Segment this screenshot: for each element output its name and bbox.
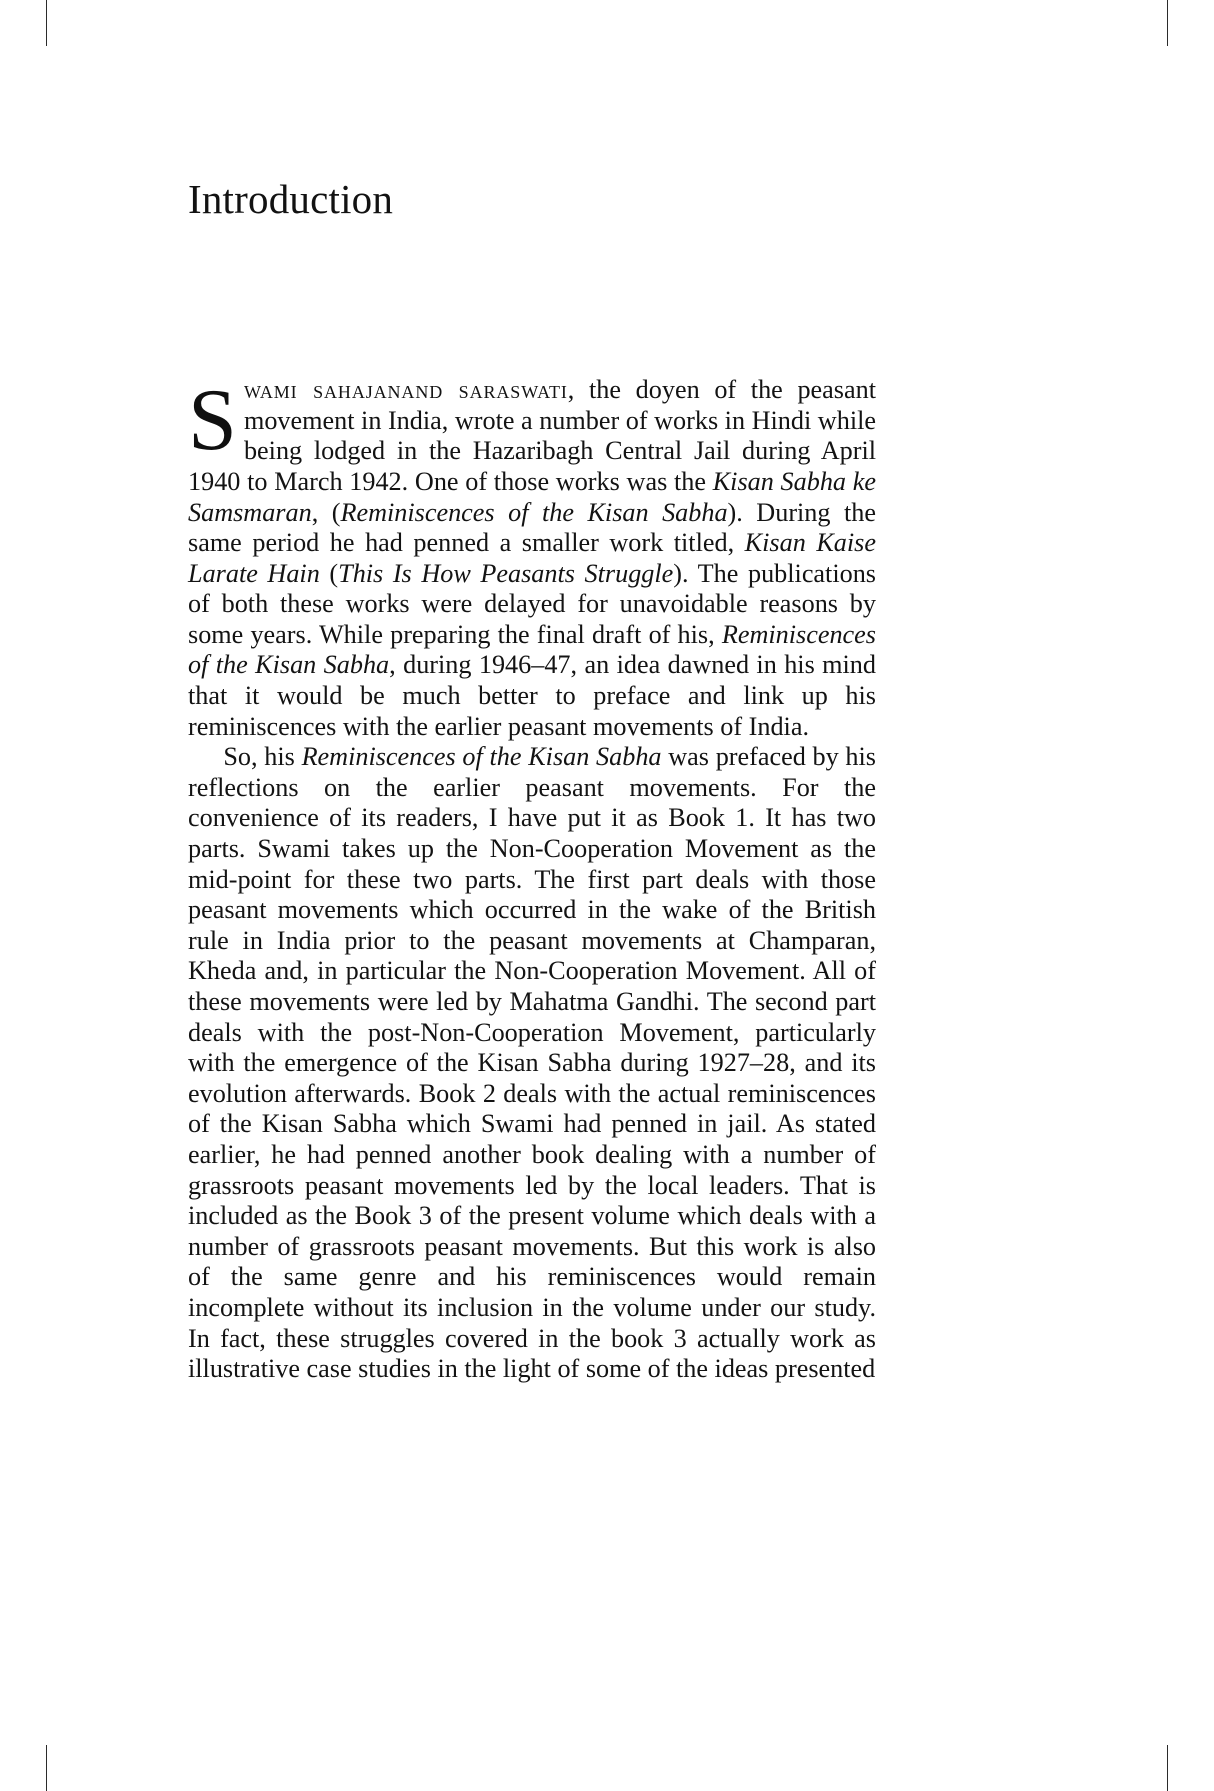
page-title: Introduction xyxy=(188,176,394,222)
work-gloss-this-is-how-peasants-struggle: This Is How Peasants Struggle xyxy=(338,558,674,588)
paragraph-1-run-4: ( xyxy=(319,558,339,588)
work-title-kisan-kaise-larate-hain: Kisan Kaise Larate Hain xyxy=(188,528,876,588)
paragraph-2-run-1: So, his xyxy=(223,742,302,772)
paragraph-1-run-6: , during 1946–47, an idea dawned in his mind that it would be much better to preface and link up his reminiscences with the earlier peasant movements of India. xyxy=(188,650,876,741)
body-copy xyxy=(188,372,876,1385)
work-gloss-reminiscences-of-the-kisan-sabha: Reminiscences of the Kisan Sabha xyxy=(340,497,728,527)
paragraph-2 xyxy=(188,742,876,1384)
work-title-reminiscences-of-the-kisan-sabha-2: Reminiscences of the Kisan Sabha xyxy=(301,742,662,772)
small-caps-opening: wami sahajanand saraswati xyxy=(243,375,568,405)
crop-mark-top-left xyxy=(46,0,47,46)
crop-mark-top-right xyxy=(1167,0,1168,46)
text-block xyxy=(188,176,876,1385)
paragraph-1-run-2: , ( xyxy=(311,497,341,527)
crop-mark-bottom-left xyxy=(46,1745,47,1791)
paragraph-1-run-5: ). The publications of both these works were delayed for unavoidable reasons by some years. While preparing the final draft of his, xyxy=(188,558,876,649)
crop-mark-bottom-right xyxy=(1167,1745,1168,1791)
paragraph-2-run-2: was prefaced by his reflections on the earlier peasant movements. For the convenience of its readers, I have put it as Book 1. It has two parts. Swami takes up the Non-Cooperation Movement as the mid-point for these two parts. The first part deals with those peasant movements which occurred in the wake of the British rule in India prior to the peasant movements at Champaran, Kheda and, in particular the Non-Cooperation Movement. All of these movements were led by Mahatma Gandhi. The second part deals with the post-Non-Cooperation Movement, particularly with the emergence of the Kisan Sabha during 1927–28, and its evolution afterwards. Book 2 deals with the actual reminiscences of the Kisan Sabha which Swami had penned in jail. As stated earlier, he had penned another book dealing with a number of grassroots peasant movements led by the local leaders. That is included as the Book 3 of the present volume which deals with a number of grassroots peasant movements. But this work is also of the same genre and his reminiscences would remain incomplete without its inclusion in the volume under our study. In fact, these struggles covered in the book 3 actually work as illustrative case studies in the light of some of the ideas presented xyxy=(188,742,876,1384)
work-title-kisan-sabha-ke-samsmaran: Kisan Sabha ke Samsmaran xyxy=(188,466,876,527)
paragraph-1-run-1: , the doyen of the peasant movement in India, wrote a number of works in Hindi while being lodged in the Hazaribagh Central Jail during April 1940 to March 1942. One of those works was the xyxy=(188,375,876,496)
drop-cap: S xyxy=(188,372,237,470)
work-title-reminiscences-of-the-kisan-sabha: Reminiscences of the Kisan Sabha xyxy=(188,619,876,680)
paragraph-1-run-3: ). During the same period he had penned a smaller work titled, xyxy=(188,497,876,558)
paragraph-1 xyxy=(188,372,876,742)
